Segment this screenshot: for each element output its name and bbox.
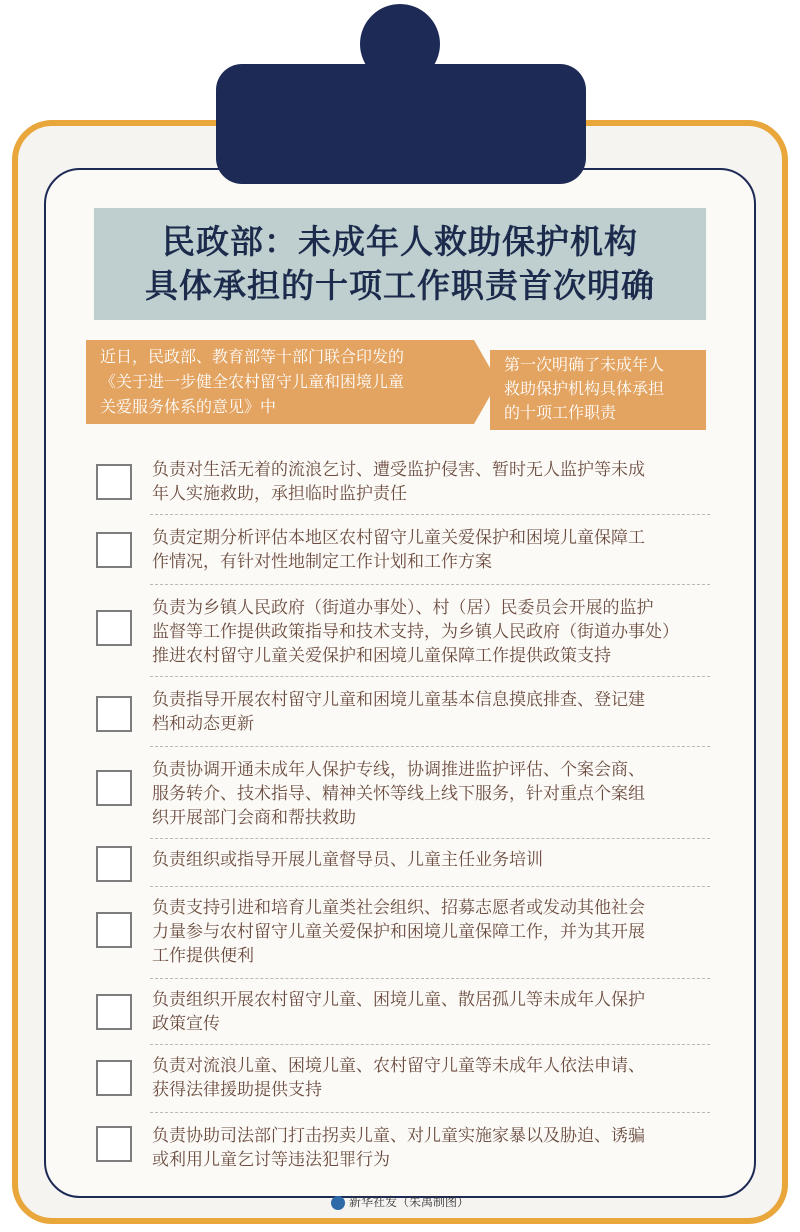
- duty-line: 织开展部门会商和帮扶救助: [152, 808, 356, 828]
- intro-banner-right: [490, 350, 706, 430]
- intro-line: 关爱服务体系的意见》中: [100, 397, 277, 416]
- clip-body: [216, 64, 586, 184]
- checkbox[interactable]: [96, 696, 132, 732]
- checkbox[interactable]: [96, 912, 132, 948]
- intro-line: 的十项工作职责: [504, 403, 617, 422]
- duty-line: 政策宣传: [152, 1014, 220, 1034]
- divider: [150, 514, 710, 515]
- duty-line: 负责对流浪儿童、困境儿童、农村留守儿童等未成年人依法申请、: [152, 1056, 645, 1076]
- duty-text: [152, 1054, 718, 1102]
- checkbox[interactable]: [96, 1060, 132, 1096]
- duty-text: [152, 896, 718, 968]
- duty-line: 档和动态更新: [152, 714, 254, 734]
- image-credit: [0, 1193, 800, 1210]
- duty-line: 工作提供便利: [152, 946, 254, 966]
- duty-text: [152, 1124, 718, 1172]
- duty-line: 服务转介、技术指导、精神关怀等线上线下服务，针对重点个案组: [152, 784, 645, 804]
- duty-text: [152, 526, 718, 574]
- duty-line: 负责定期分析评估本地区农村留守儿童关爱保护和困境儿童保障工: [152, 528, 645, 548]
- intro-line: 《关于进一步健全农村留守儿童和困境儿童: [100, 372, 405, 391]
- divider: [150, 838, 710, 839]
- duty-line: 监督等工作提供政策指导和技术支持，为乡镇人民政府（街道办事处）: [152, 622, 679, 642]
- checkbox[interactable]: [96, 532, 132, 568]
- duty-text: [152, 458, 718, 506]
- title-line-2: 具体承担的十项工作职责首次明确: [145, 266, 655, 305]
- duty-line: 或利用儿童乞讨等违法犯罪行为: [152, 1150, 390, 1170]
- divider: [150, 1044, 710, 1045]
- duty-line: 负责支持引进和培育儿童类社会组织、招募志愿者或发动其他社会: [152, 898, 645, 918]
- divider: [150, 584, 710, 585]
- divider: [150, 676, 710, 677]
- duty-line: 推进农村留守儿童关爱保护和困境儿童保障工作提供政策支持: [152, 646, 611, 666]
- duty-text: [152, 688, 718, 736]
- duty-line: 负责为乡镇人民政府（街道办事处）、村（居）民委员会开展的监护: [152, 598, 654, 618]
- checkbox[interactable]: [96, 610, 132, 646]
- duty-line: 力量参与农村留守儿童关爱保护和困境儿童保障工作，并为其开展: [152, 922, 645, 942]
- duty-text: [152, 758, 718, 830]
- checkbox[interactable]: [96, 1126, 132, 1162]
- duty-line: 负责协调开通未成年人保护专线，协调推进监护评估、个案会商、: [152, 760, 645, 780]
- duty-text: [152, 988, 718, 1036]
- page-title: [94, 208, 706, 320]
- duty-line: 负责指导开展农村留守儿童和困境儿童基本信息摸底排查、登记建: [152, 690, 645, 710]
- divider: [150, 886, 710, 887]
- checkbox[interactable]: [96, 846, 132, 882]
- duty-line: 负责对生活无着的流浪乞讨、遭受监护侵害、暂时无人监护等未成: [152, 460, 645, 480]
- intro-banner-left: [86, 340, 474, 424]
- duty-line: 负责组织开展农村留守儿童、困境儿童、散居孤儿等未成年人保护: [152, 990, 645, 1010]
- checkbox[interactable]: [96, 770, 132, 806]
- intro-line: 近日，民政部、教育部等十部门联合印发的: [100, 347, 405, 366]
- intro-line: 第一次明确了未成年人: [504, 355, 665, 374]
- duty-line: 获得法律援助提供支持: [152, 1080, 322, 1100]
- divider: [150, 746, 710, 747]
- duty-text: [152, 848, 718, 872]
- duty-line: 负责组织或指导开展儿童督导员、儿童主任业务培训: [152, 850, 543, 870]
- divider: [150, 978, 710, 979]
- intro-line: 救助保护机构具体承担: [504, 379, 665, 398]
- duty-line: 负责协助司法部门打击拐卖儿童、对儿童实施家暴以及胁迫、诱骗: [152, 1126, 645, 1146]
- duty-line: 年人实施救助，承担临时监护责任: [152, 484, 407, 504]
- checkbox[interactable]: [96, 464, 132, 500]
- duty-line: 作情况，有针对性地制定工作计划和工作方案: [152, 552, 492, 572]
- title-line-1: 民政部：未成年人救助保护机构: [162, 222, 638, 261]
- checkbox[interactable]: [96, 994, 132, 1030]
- xinhua-logo-icon: [331, 1196, 345, 1210]
- duty-text: [152, 596, 718, 668]
- divider: [150, 1112, 710, 1113]
- credit-text: 新华社发（朱禹制图）: [348, 1195, 469, 1209]
